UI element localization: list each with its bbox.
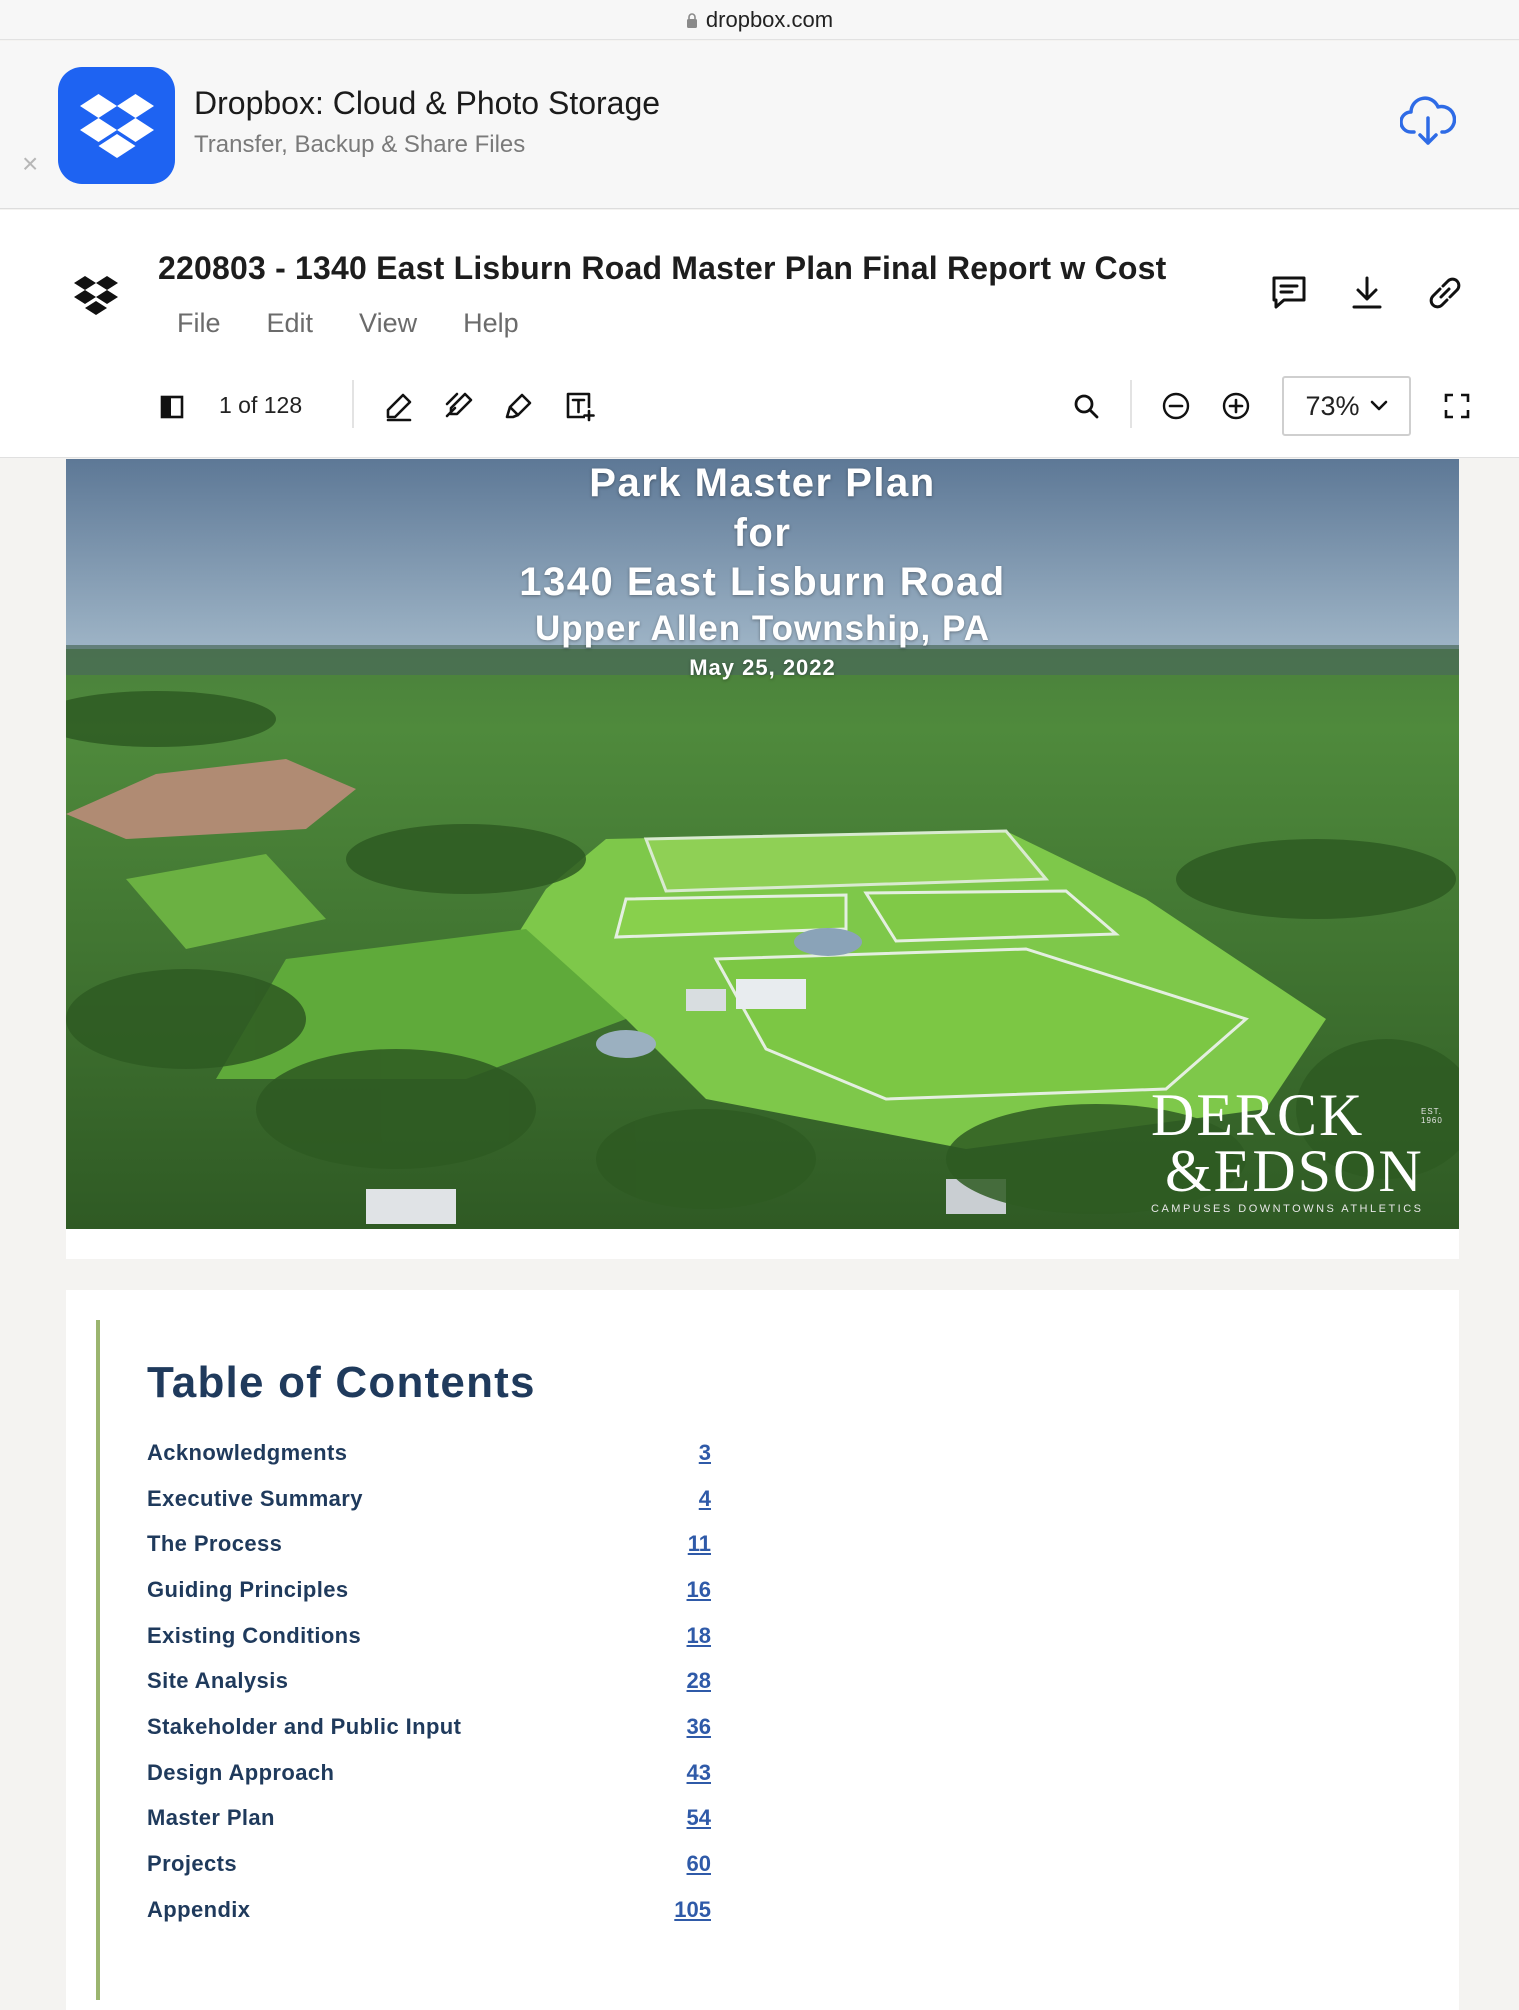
page-indicator[interactable]: 1 of 128 [219, 392, 303, 418]
toolbar-divider [1130, 380, 1132, 428]
toolbar-divider [352, 380, 354, 428]
toc-entry[interactable] [147, 1796, 711, 1842]
derck-edson-logo: DERCK &EDSON CAMPUSES DOWNTOWNS ATHLETICS EST. 1960 [1151, 1082, 1443, 1215]
toc-entry[interactable] [147, 1476, 711, 1522]
zoom-in-icon[interactable] [1220, 390, 1252, 422]
toc-list [147, 1430, 711, 1933]
add-text-icon[interactable] [563, 390, 595, 422]
app-install-banner [0, 41, 1519, 209]
cloud-download-icon[interactable] [1400, 96, 1456, 148]
close-icon[interactable]: × [22, 148, 39, 179]
download-icon[interactable] [1348, 274, 1386, 312]
toc-entry[interactable] [147, 1658, 711, 1704]
menu-file[interactable]: File [177, 308, 221, 338]
toc-page-link[interactable]: 54 [686, 1805, 711, 1831]
toc-entry-name: Projects [147, 1851, 238, 1877]
draw-icon[interactable] [443, 390, 475, 422]
zoom-out-icon[interactable] [1160, 390, 1192, 422]
sidebar-toggle-icon[interactable] [160, 395, 184, 419]
dropbox-app-icon[interactable] [58, 67, 175, 184]
toc-entry-name: Stakeholder and Public Input [147, 1713, 462, 1739]
toc-entry-name: Appendix [147, 1896, 251, 1922]
header-actions [1270, 274, 1464, 312]
chevron-down-icon [1370, 400, 1388, 412]
toc-title: Table of Contents [147, 1358, 536, 1407]
url-text: dropbox.com [705, 6, 834, 32]
toc-page-link[interactable]: 3 [698, 1439, 711, 1465]
toc-entry-name: Design Approach [147, 1759, 335, 1785]
toc-entry-name: Executive Summary [147, 1485, 363, 1511]
dropbox-logo-icon [80, 94, 154, 158]
lock-icon [686, 13, 698, 28]
cover-title-line1: Park Master Plan [589, 461, 936, 505]
search-icon[interactable] [1070, 390, 1102, 422]
menu-help[interactable]: Help [463, 308, 519, 338]
toc-entry-name: Site Analysis [147, 1668, 289, 1694]
toc-entry[interactable] [147, 1521, 711, 1567]
cover-title-line2: for [733, 511, 792, 555]
toc-page-link[interactable]: 11 [687, 1531, 711, 1557]
toc-entry[interactable] [147, 1887, 711, 1933]
pen-icon[interactable] [383, 390, 415, 422]
toc-entry[interactable] [147, 1567, 711, 1613]
toc-page-link[interactable]: 18 [686, 1622, 711, 1648]
toc-entry-name: Guiding Principles [147, 1576, 349, 1602]
page-accent-rule [96, 1320, 100, 2000]
app-banner-title: Dropbox: Cloud & Photo Storage [194, 85, 661, 121]
toc-page-link[interactable]: 60 [686, 1851, 711, 1877]
toc-entry[interactable] [147, 1841, 711, 1887]
toc-page-link[interactable]: 43 [686, 1759, 711, 1785]
browser-url-bar[interactable] [0, 0, 1519, 40]
toc-entry[interactable] [147, 1430, 711, 1476]
link-icon[interactable] [1426, 274, 1464, 312]
zoom-value: 73% [1305, 390, 1360, 421]
toc-entry-name: Master Plan [147, 1805, 275, 1831]
menu-bar [177, 308, 519, 339]
toc-entry-name: Existing Conditions [147, 1622, 362, 1648]
toc-entry[interactable] [147, 1613, 711, 1659]
document-page-toc [66, 1290, 1459, 2010]
highlighter-icon[interactable] [503, 390, 535, 422]
fullscreen-icon[interactable] [1441, 390, 1473, 422]
cover-aerial-photo [66, 459, 1459, 1229]
document-title: 220803 - 1340 East Lisburn Road Master Plan Final Report w Cost [158, 250, 1167, 286]
toc-page-link[interactable]: 4 [698, 1485, 711, 1511]
app-banner-subtitle: Transfer, Backup & Share Files [194, 131, 526, 158]
toc-entry-name: Acknowledgments [147, 1439, 348, 1465]
toc-page-link[interactable]: 105 [674, 1896, 711, 1922]
cover-title-line3: 1340 East Lisburn Road [519, 560, 1006, 604]
menu-edit[interactable]: Edit [266, 308, 314, 338]
comment-icon[interactable] [1270, 274, 1308, 312]
menu-view[interactable]: View [359, 308, 418, 338]
toc-page-link[interactable]: 28 [686, 1668, 711, 1694]
toc-page-link[interactable]: 36 [686, 1713, 711, 1739]
cover-title-line4: Upper Allen Township, PA [534, 609, 991, 648]
document-page-cover [66, 459, 1459, 1259]
cover-date: May 25, 2022 [689, 655, 836, 680]
zoom-select[interactable] [1282, 376, 1411, 436]
toc-entry-name: The Process [147, 1531, 283, 1557]
toc-page-link[interactable]: 16 [686, 1576, 711, 1602]
toc-entry[interactable] [147, 1750, 711, 1796]
dropbox-logo-icon[interactable] [74, 276, 118, 316]
toc-entry[interactable] [147, 1704, 711, 1750]
